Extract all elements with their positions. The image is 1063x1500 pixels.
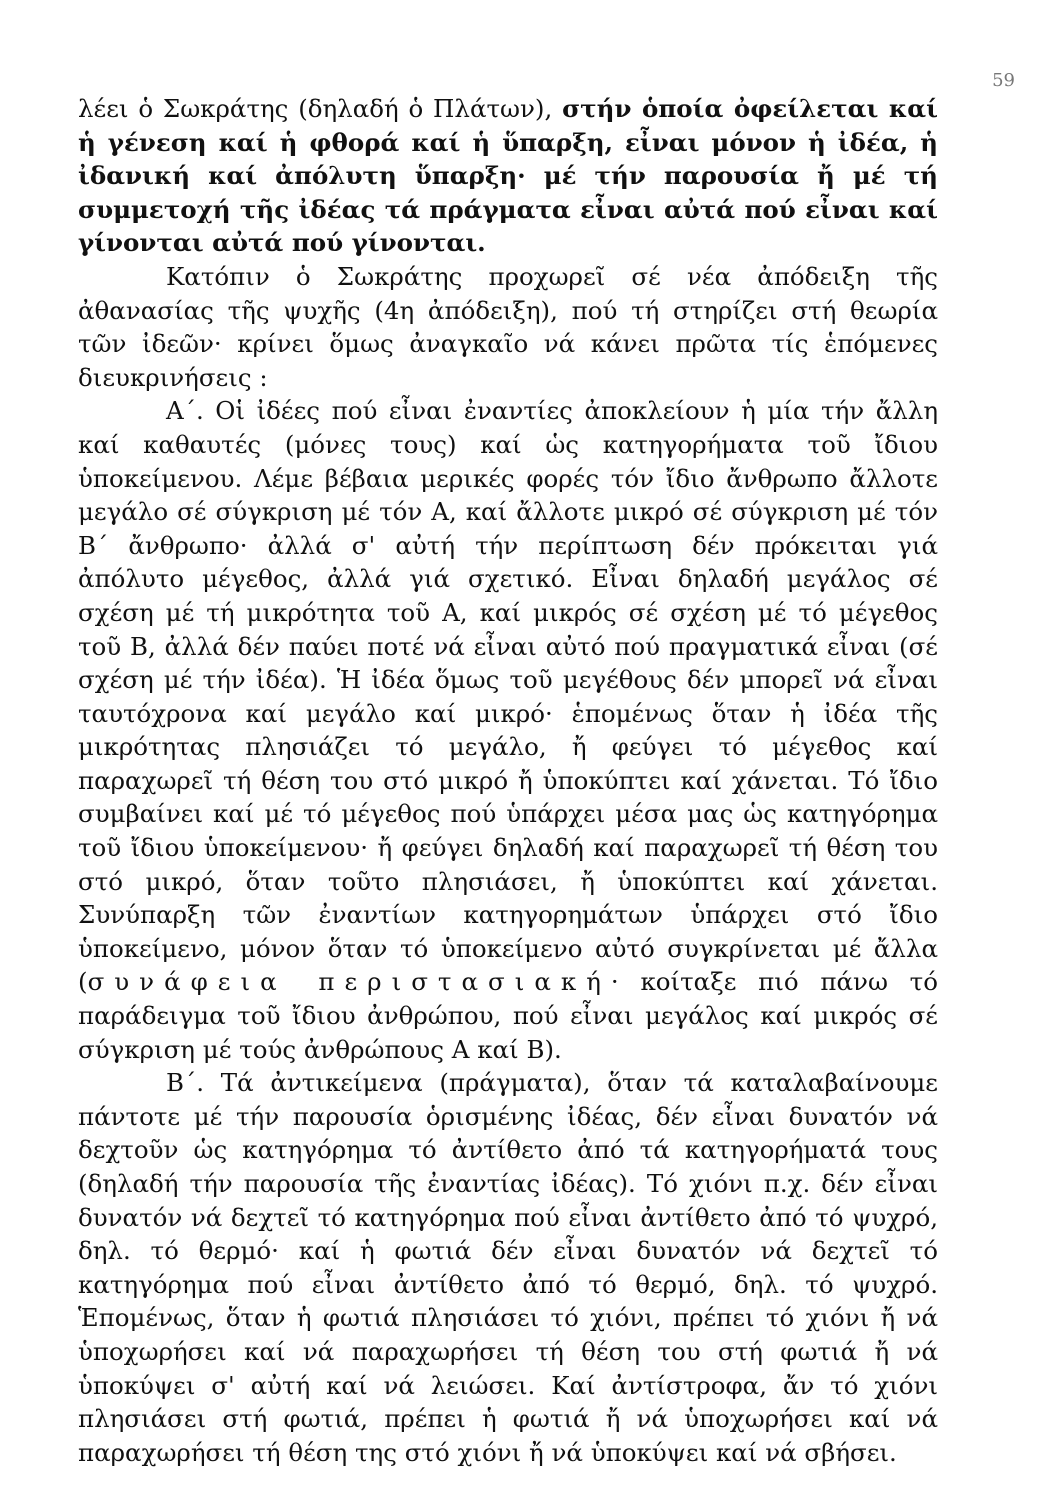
paragraph-1 xyxy=(78,92,938,260)
paragraph-3-end: · κοίταξε πιό πάνω τό παράδειγμα τοῦ ἴδιου ἀνθρώπου, πού εἶναι μεγάλος καί μικρός σέ σύγκριση μέ τούς ἀνθρώπους Α καί Β). xyxy=(78,967,938,1064)
page-number: 59 xyxy=(992,70,1015,91)
paragraph-2: Κατόπιν ὁ Σωκράτης προχωρεῖ σέ νέα ἀπόδειξη τῆς ἀθανασίας τῆς ψυχῆς (4η ἀπόδειξη), πού τή στηρίζει στή θεωρία τῶν ἰδεῶν· κρίνει ὅμως ἀναγκαῖο νά κάνει πρῶτα τίς ἑπόμενες διευκρινήσεις : xyxy=(78,261,938,392)
paragraph-1-normal: λέει ὁ Σωκράτης (δηλαδή ὁ Πλάτων), xyxy=(78,94,563,123)
paragraph-3-main: Α΄. Οἱ ἰδέες πού εἶναι ἐναντίες ἀποκλείουν ἡ μία τήν ἄλλη καί καθαυτές (μόνες τους) καί ὡς κατηγορήματα τοῦ ἴδιου ὑποκείμενου. Λέμε βέβαια μερικές φορές τόν ἴδιο ἄνθρωπο ἄλλοτε μεγάλο σέ σύγκριση μέ τόν Α, καί ἄλλοτε μικρό σέ σύγκριση μέ τόν Β΄ ἄνθρωπο· ἀλλά σ' αὐτή τήν περίπτωση δέν πρόκειται γιά ἀπόλυτο μέγεθος, ἀλλά γιά σχετικό. Εἶναι δηλαδή μεγάλος σέ σχέση μέ τή μικρότητα τοῦ Α, καί μικρός σέ σχέση μέ τό μέγεθος τοῦ Β, ἀλλά δέν παύει ποτέ νά εἶναι αὐτό πού πραγματικά εἶναι (σέ σχέση μέ τήν ἰδέα). Ἡ ἰδέα ὅμως τοῦ μεγέθους δέν μπορεῖ νά εἶναι ταυτόχρονα καί μεγάλο καί μικρό· ἑπομένως ὅταν ἡ ἰδέα τῆς μικρότητας πλησιάζει τό μεγάλο, ἤ φεύγει τό μέγεθος καί παραχωρεῖ τή θέση του στό μικρό ἤ ὑποκύπτει καί χάνεται. Τό ἴδιο συμβαίνει καί μέ τό μέγεθος πού ὑπάρχει μέσα μας ὡς κατηγόρημα τοῦ ἴδιου ὑποκείμενου· ἤ φεύγει δηλαδή καί παραχωρεῖ τή θέση του στό μικρό, ὅταν τοῦτο πλησιάσει, ἤ ὑποκύπτει καί χάνεται. Συνύπαρξη τῶν ἐναντίων κατηγορημάτων ὑπάρχει στό ἴδιο ὑποκείμενο, μόνον ὅταν τό ὑποκείμενο αὐτό συγκρίνεται μέ ἄλλα ( xyxy=(78,396,938,997)
paragraph-1-bold: στήν ὁποία ὀφείλεται καί ἡ γένεση καί ἡ φθορά καί ἡ ὕπαρξη, εἶναι μόνον ἡ ἰδέα, ἡ ἰδανική καί ἀπόλυτη ὕπαρξη· μέ τήν παρουσία ἤ μέ τή συμμετοχή τῆς ἰδέας τά πράγματα εἶναι αὐτά πού εἶναι καί γίνονται αὐτά πού γίνονται. xyxy=(78,94,938,258)
paragraph-4: Β΄. Τά ἀντικείμενα (πράγματα), ὅταν τά καταλαβαίνουμε πάντοτε μέ τήν παρουσία ὁρισμένης ἰδέας, δέν εἶναι δυνατόν νά δεχτοῦν ὡς κατηγόρημα τό ἀντίθετο ἀπό τά κατηγορήματά τους (δηλαδή τήν παρουσία τῆς ἐναντίας ἰδέας). Τό χιόνι π.χ. δέν εἶναι δυνατόν νά δεχτεῖ τό κατηγόρημα πού εἶναι ἀντίθετο ἀπό τό ψυχρό, δηλ. τό θερμό· καί ἡ φωτιά δέν εἶναι δυνατόν νά δεχτεῖ τό κατηγόρημα πού εἶναι ἀντίθετο ἀπό τό θερμό, δηλ. τό ψυχρό. Ἑπομένως, ὅταν ἡ φωτιά πλησιάσει τό χιόνι, πρέπει τό χιόνι ἤ νά ὑποχωρήσει καί νά παραχωρήσει τή θέση του στή φωτιά ἤ νά ὑποκύψει σ' αὐτή καί νά λειώσει. Καί ἀντίστροφα, ἄν τό χιόνι πλησιάσει στή φωτιά, πρέπει ἡ φωτιά ἤ νά ὑποχωρήσει καί νά παραχωρήσει τή θέση της στό χιόνι ἤ νά ὑποκύψει καί νά σβήσει. xyxy=(78,1068,938,1467)
paragraph-3-spaced-term: συνάφεια περιστασιακή xyxy=(87,967,611,997)
body-text xyxy=(78,92,938,1469)
paragraph-3 xyxy=(78,394,938,1066)
